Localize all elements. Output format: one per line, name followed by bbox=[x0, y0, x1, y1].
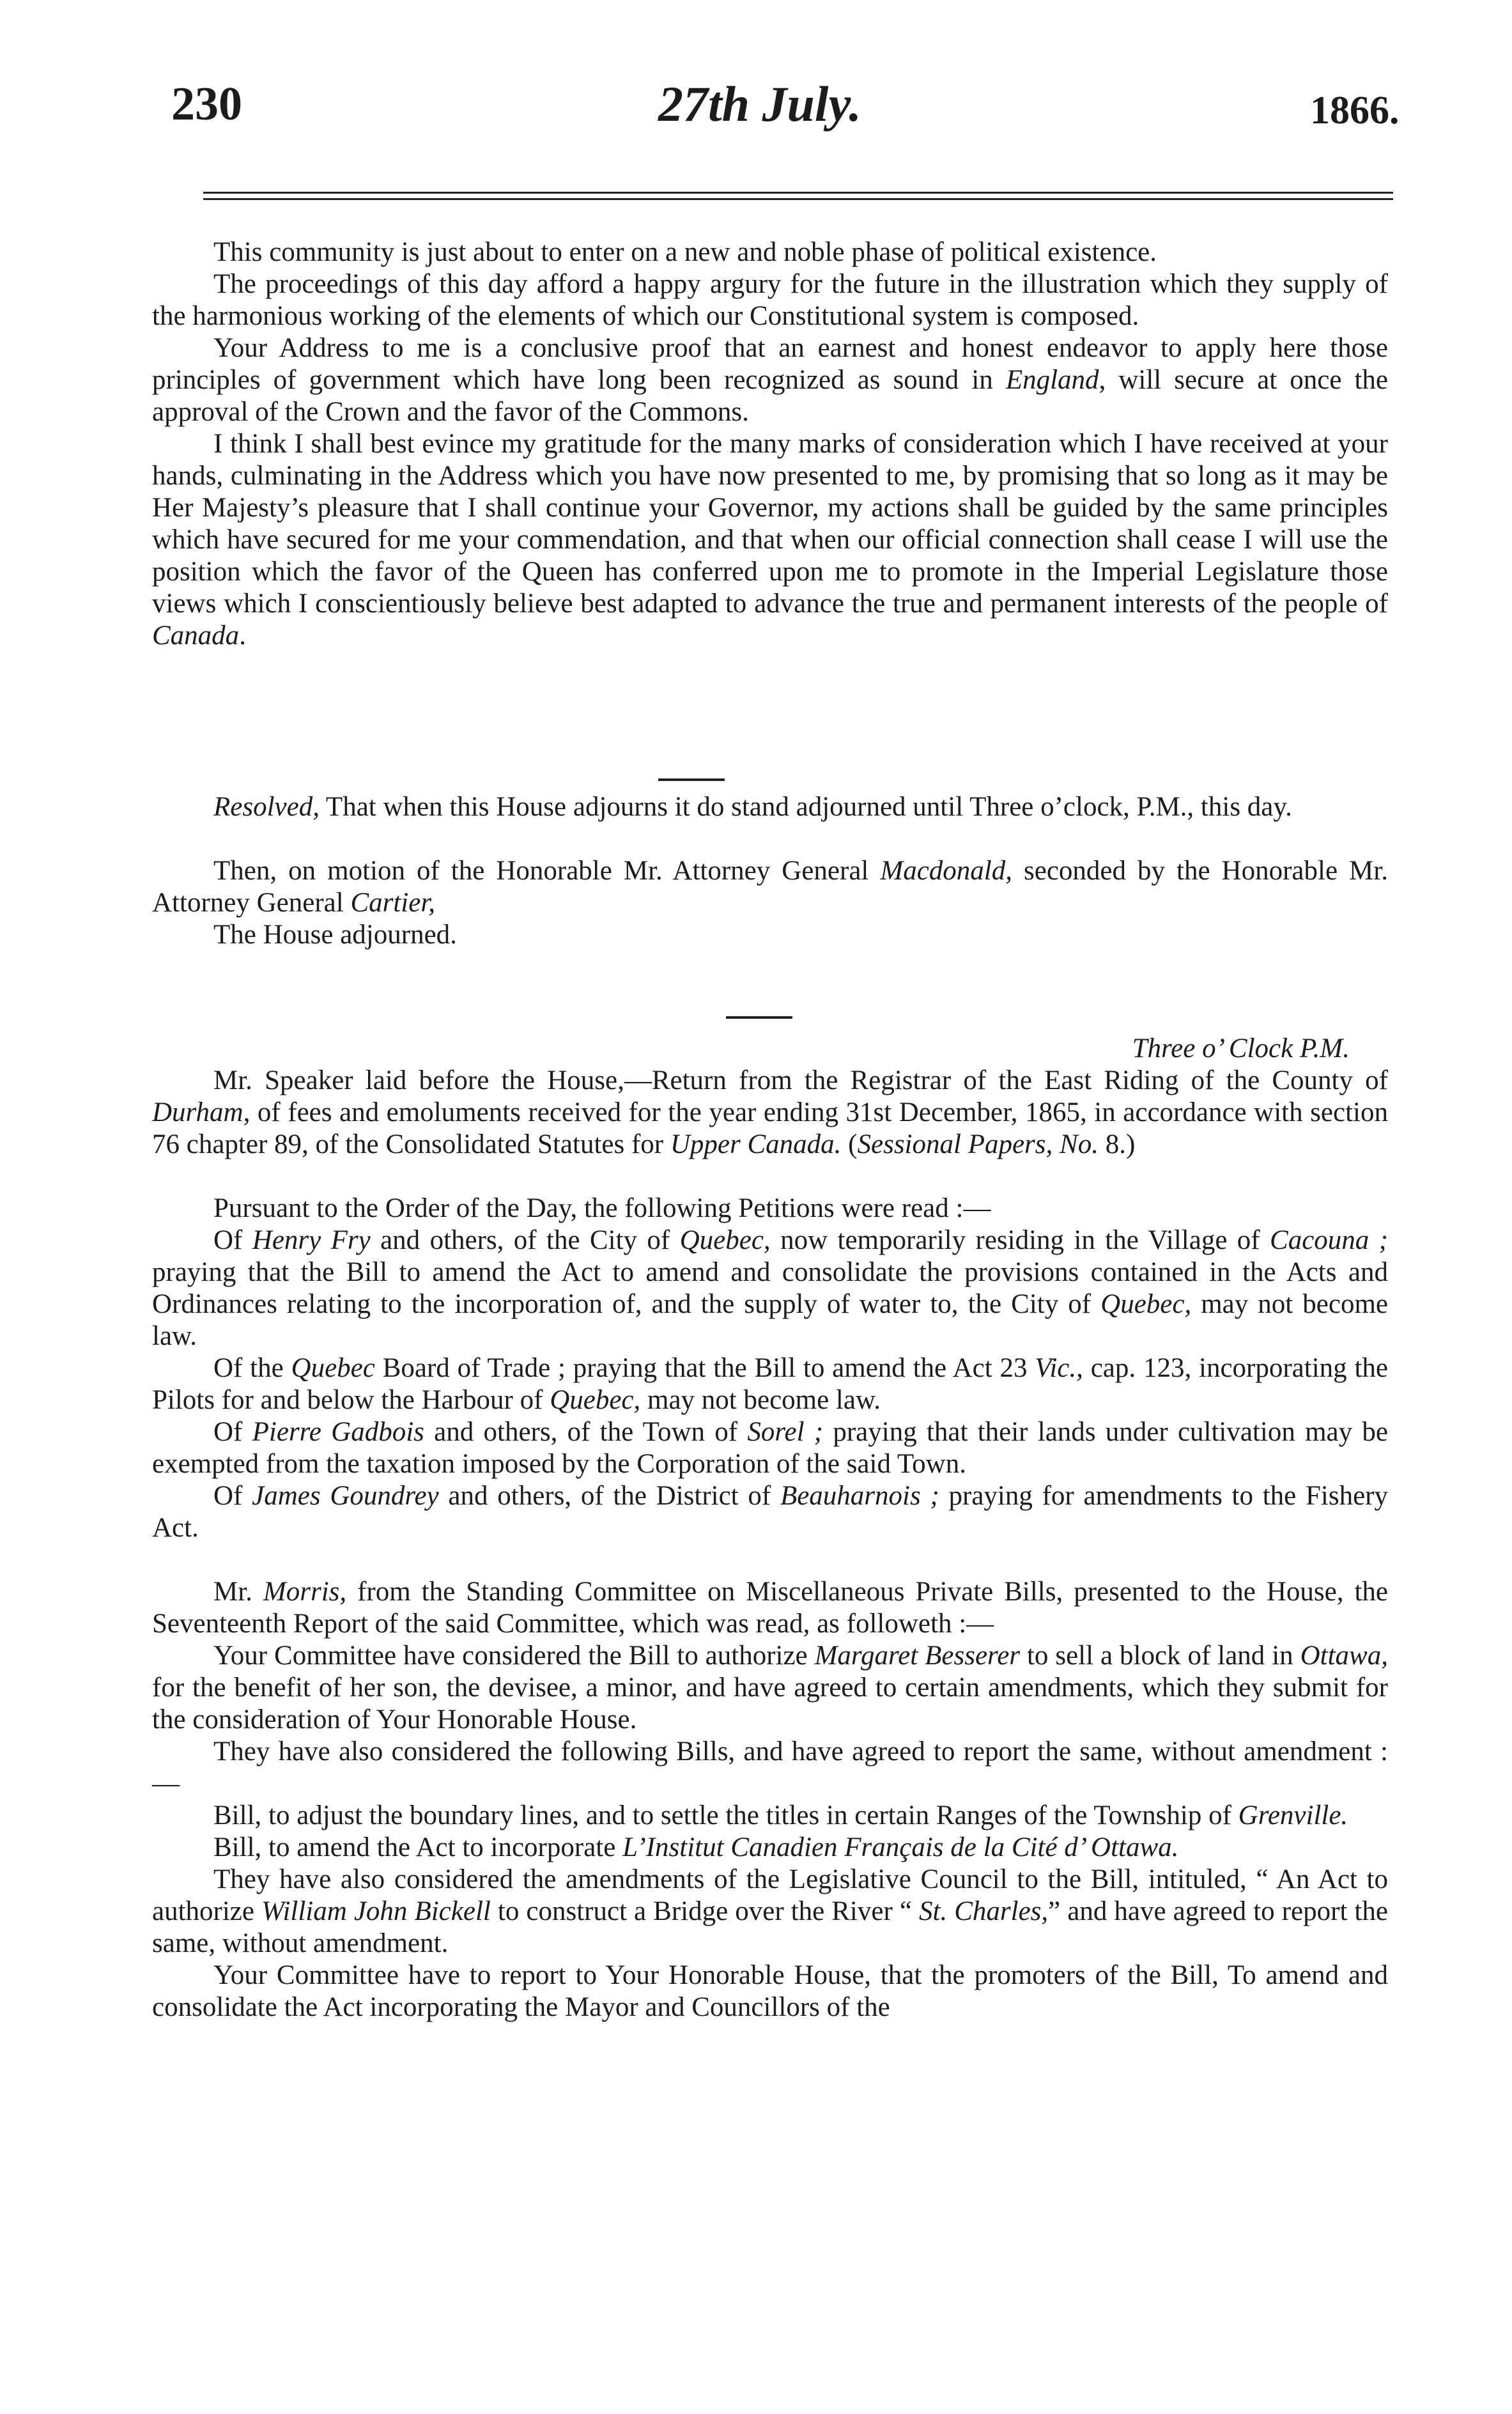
page-number: 230 bbox=[171, 78, 242, 130]
header-rule-lower bbox=[203, 198, 1393, 200]
motion-text: Then, on motion of the Honorable Mr. Attorney General Macdonald, seconded by the Honorable Mr. Attorney General Cartier, bbox=[152, 856, 1388, 918]
adjournment-text: The House adjourned. bbox=[213, 920, 457, 950]
bill-item: Bill, to adjust the boundary lines, and to settle the titles in certain Ranges of the Township of Grenville. bbox=[213, 1800, 1348, 1830]
petition-item: Of Henry Fry and others, of the City of Quebec, now temporarily residing in the Village of Cacouna ; praying that the Bill to amend the Act to amend and consolidate the provisions contained in the Acts and Ordinances relating to the incorporation of, and the supply of water to, the City of Quebec, may not become law. bbox=[152, 1225, 1388, 1351]
governor-reply bbox=[152, 236, 1388, 652]
resolution-text: Resolved, That when this House adjourns it do stand adjourned until Three o’clock, P.M., this day. bbox=[213, 792, 1292, 822]
page-year: 1866. bbox=[1310, 89, 1400, 132]
petition-item: Of the Quebec Board of Trade ; praying that the Bill to amend the Act 23 Vic., cap. 123, incorporating the Pilots for and below the Harbour of Quebec, may not become law. bbox=[152, 1353, 1389, 1415]
page-date-heading: 27th July. bbox=[658, 76, 861, 132]
committee-report-paragraph: Your Committee have considered the Bill to authorize Margaret Besserer to sell a block of land in Ottawa, for the benefit of her son, the devisee, a minor, and have agreed to certain amendments, which they submit for the consideration of Your Honorable House. bbox=[152, 1641, 1388, 1735]
section-divider bbox=[658, 778, 725, 781]
committee-report-paragraph: They have also considered the following Bills, and have agreed to report the same, without amendment :— bbox=[152, 1737, 1388, 1799]
speaker-return: Mr. Speaker laid before the House,—Return from the Registrar of the East Riding of the County of Durham, of fees and emoluments received for the year ending 31st December, 1865, in accordance with section 76 chapter 89, of the Consolidated Statutes for Upper Canada. (Sessional Papers, No. 8.) bbox=[152, 1065, 1388, 1159]
reply-paragraph: Your Address to me is a conclusive proof that an earnest and honest endeavor to apply here those principles of government which have long been recognized as sound in England, will secure at once the approval of the Crown and the favor of the Commons. bbox=[152, 333, 1388, 427]
resolution-section bbox=[152, 791, 1388, 951]
reply-paragraph: I think I shall best evince my gratitude for the many marks of consideration which I have received at your hands, culminating in the Address which you have now presented to me, by promising that so long as it may be Her Majesty’s pleasure that I shall continue your Governor, my actions shall be guided by the same principles which have secured for me your commendation, and that when our official connection shall cease I will use the position which the favor of the Queen has conferred upon me to promote in the Imperial Legislature those views which I conscientiously believe best adapted to advance the true and permanent interests of the people of Canada. bbox=[152, 429, 1388, 651]
petitions-intro: Pursuant to the Order of the Day, the following Petitions were read :— bbox=[213, 1193, 991, 1223]
committee-report-paragraph: They have also considered the amendments of the Legislative Council to the Bill, intituled, “ An Act to authorize William John Bickell to construct a Bridge over the River “ St. Charles,” and have agreed to report the same, without amendment. bbox=[152, 1864, 1388, 1958]
sitting-time: Three o’ Clock P.M. bbox=[1132, 1033, 1350, 1064]
reply-paragraph: The proceedings of this day afford a happy argury for the future in the illustration which they supply of the harmonious working of the elements of which our Constitutional system is composed. bbox=[152, 269, 1388, 331]
header-rule-upper bbox=[203, 192, 1393, 194]
committee-report-intro: Mr. Morris, from the Standing Committee on Miscellaneous Private Bills, presented to the House, the Seventeenth Report of the said Committee, which was read, as followeth :— bbox=[152, 1577, 1388, 1639]
committee-report-paragraph: Your Committee have to report to Your Honorable House, that the promoters of the Bill, To amend and consolidate the Act incorporating the Mayor and Councillors of the bbox=[152, 1960, 1388, 2022]
petition-item: Of Pierre Gadbois and others, of the Town of Sorel ; praying that their lands under cultivation may be exempted from the taxation imposed by the Corporation of the said Town. bbox=[152, 1417, 1388, 1479]
petition-item: Of James Goundrey and others, of the District of Beauharnois ; praying for amendments to the Fishery Act. bbox=[152, 1481, 1388, 1543]
reply-paragraph: This community is just about to enter on a new and noble phase of political existence. bbox=[213, 237, 1157, 267]
afternoon-sitting bbox=[152, 1033, 1388, 2023]
section-divider bbox=[726, 1016, 792, 1019]
bill-item: Bill, to amend the Act to incorporate L’Institut Canadien Français de la Cité d’ Ottawa. bbox=[213, 1832, 1179, 1862]
